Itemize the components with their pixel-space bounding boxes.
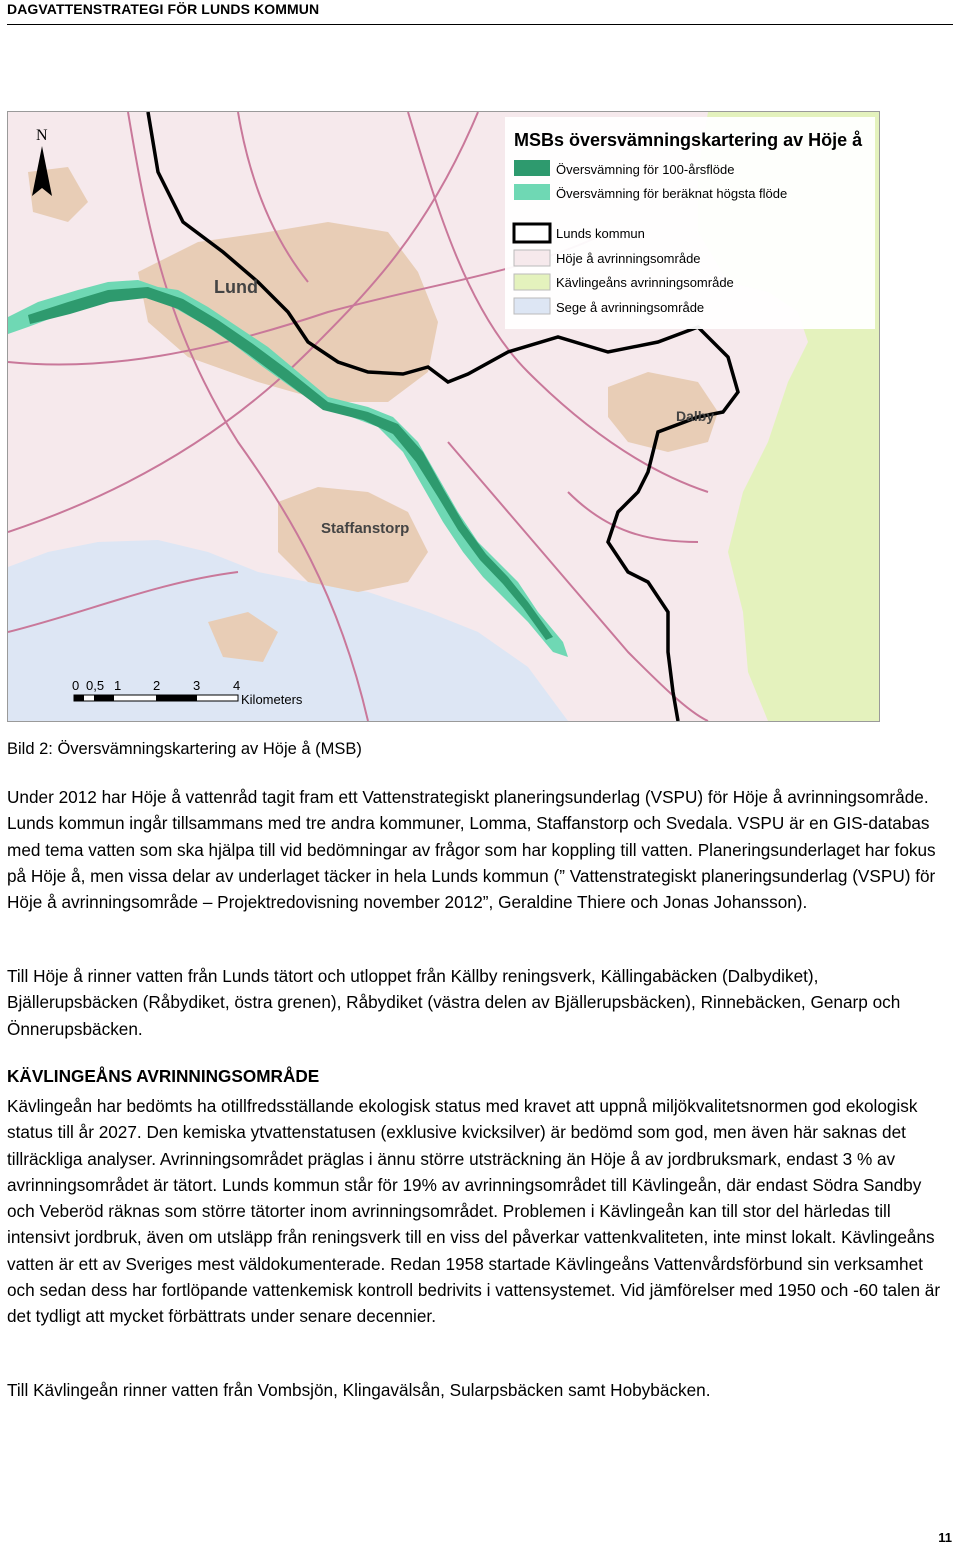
scale-tick-0: 0 <box>72 678 80 693</box>
legend-label-hoje: Höje å avrinningsområde <box>556 251 701 266</box>
legend-label-kavlinge: Kävlingeåns avrinningsområde <box>556 275 734 290</box>
legend-label-municipality: Lunds kommun <box>556 226 645 241</box>
section-heading: KÄVLINGEÅNS AVRINNINGSOMRÅDE <box>7 1066 320 1086</box>
page-header <box>7 0 953 25</box>
paragraph-kavlinge-tributaries: Till Kävlingeån rinner vatten från Vombsjön, Klingavälsån, Sularpsbäcken samt Hobybäcken. <box>7 1380 711 1400</box>
scale-tick-4: 4 <box>233 678 241 693</box>
legend-swatch-municipality <box>514 224 550 242</box>
legend-label-high-flow: Översvämning för beräknat högsta flöde <box>556 186 788 201</box>
page-number: 11 <box>938 1530 952 1545</box>
place-label-staffanstorp: Staffanstorp <box>321 520 410 537</box>
legend-swatch-sege <box>514 298 550 314</box>
north-label: N <box>36 127 48 144</box>
scale-tick-05: 0,5 <box>86 678 105 693</box>
legend-title: MSBs översvämningskartering av Höje å <box>514 130 863 150</box>
legend-swatch-hoje <box>514 250 550 266</box>
figure-caption: Bild 2: Översvämningskartering av Höje å (MSB) <box>7 740 362 758</box>
legend-label-100-year: Översvämning för 100-årsflöde <box>556 162 735 177</box>
scale-tick-3: 3 <box>193 678 201 693</box>
legend-swatch-100-year <box>514 160 550 176</box>
paragraph-kavlinge-status: Kävlingeån har bedömts ha otillfredsställande ekologisk status med kravet att uppnå miljökvalitetsnormen god ekologisk status till år 2027. Den kemiska ytvattenstatusen (exklusive kvicksilver) är bedömd som god, men även här saknas det tillräckliga analyser. Avrinningsområdet präglas i ännu större utsträckning än Höje å av jordbruksmark, endast 3 % av avrinningsområdet är tätort. Lunds kommun står för 19% av avrinningsområdet till Kävlingeån, där endast Södra Sandby och Veberöd räknas som större tätorter inom avrinningsområdet. Problemen i Kävlingeån kan till stor del härledas till intensivt jordbruk, även om utsläpp från reningsverk till en viss del påverkar vattenkvaliteten, inte minst lokalt. Kävlingeåns vatten är ett av Sveriges mest väldokumenterade. Redan 1958 startade Kävlingeåns Vattenvårdsförbund sin verksamhet och sedan dess har fortlöpande vattenkemisk kontroll bedrivits i vattensystemet. Vid jämförelser med 1950 och -60 talen är det tydligt att mycket förbättrats under senare decennier. <box>7 1096 941 1327</box>
scale-tick-1: 1 <box>114 678 122 693</box>
paragraph-vspu: Under 2012 har Höje å vattenråd tagit fram ett Vattenstrategiskt planeringsunderlag (VSPU) för Höje å avrinningsområde. Lunds kommun ingår tillsammans med tre andra kommuner, Lomma, Staffanstorp och Svedala. VSPU är en GIS-databas med tema vatten som ska hjälpa till vid bedömningar av frågor som har koppling till vatten. Planeringsunderlaget har fokus på Höje å, men vissa delar av underlaget täcker in hela Lunds kommun (” Vattenstrategiskt planeringsunderlag (VSPU) för Höje å avrinningsområde – Projektredovisning november 2012”, Geraldine Thiere och Jonas Johansson). <box>7 787 936 913</box>
header-title: DAGVATTENSTRATEGI FÖR LUNDS KOMMUN <box>7 1 320 17</box>
place-label-lund: Lund <box>214 277 258 297</box>
legend-swatch-high-flow <box>514 184 550 200</box>
scale-tick-2: 2 <box>153 678 161 693</box>
flood-map <box>7 111 880 722</box>
scale-unit: Kilometers <box>241 692 303 707</box>
paragraph-hoje-tributaries: Till Höje å rinner vatten från Lunds tätort och utloppet från Källby reningsverk, Källingabäcken (Dalbydiket), Bjällerupsbäcken (Råbydiket, östra grenen), Råbydiket (västra delen av Bjällerupsbäcken), Rinnebäcken, Genarp och Önnerupsbäcken. <box>7 966 901 1039</box>
legend-swatch-kavlinge <box>514 274 550 290</box>
place-label-dalby: Dalby <box>676 408 715 424</box>
legend-label-sege: Sege å avrinningsområde <box>556 300 705 315</box>
